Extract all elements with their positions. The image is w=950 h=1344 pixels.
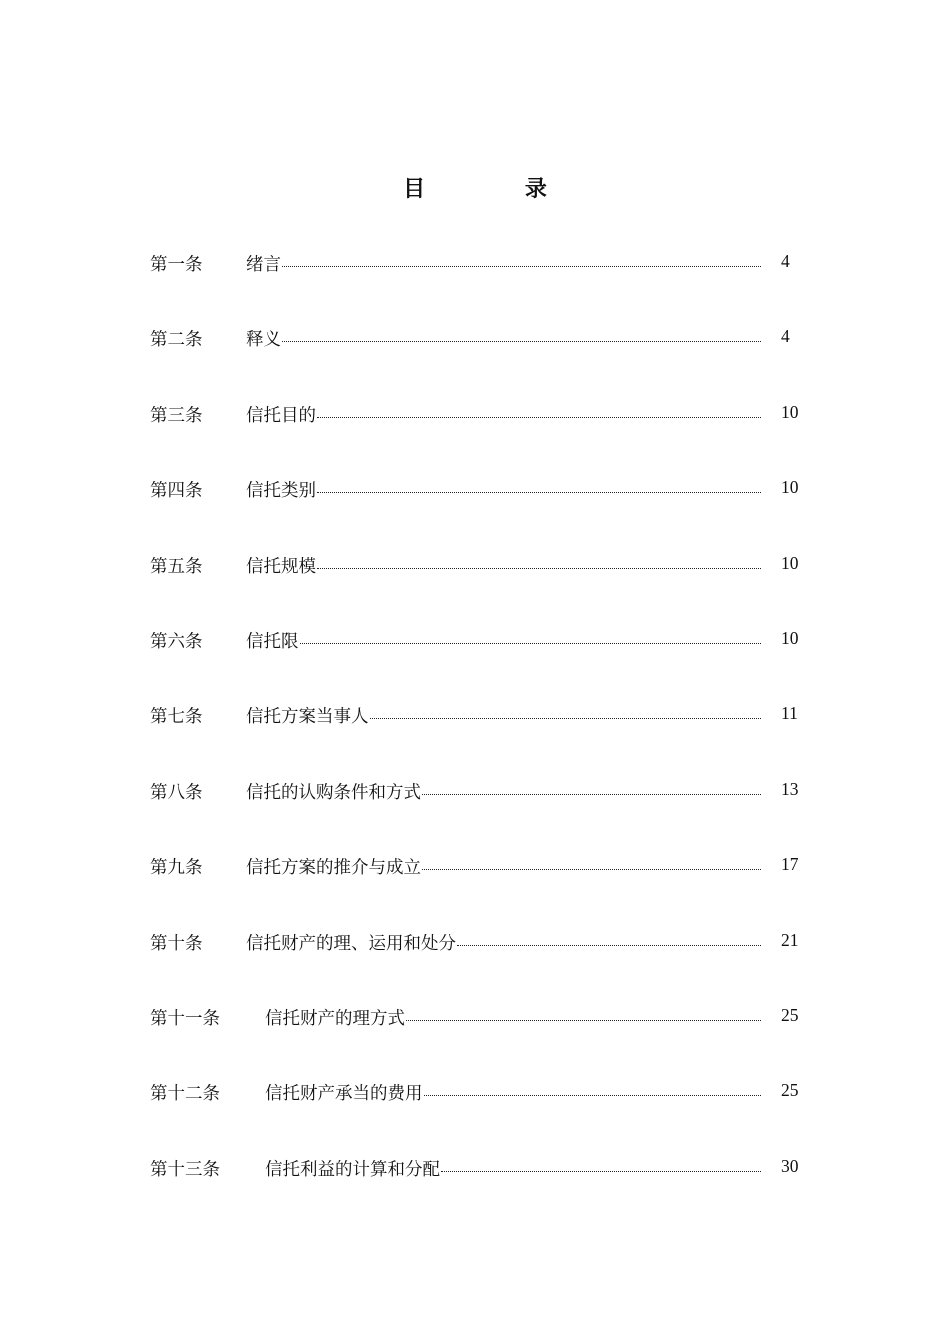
toc-entry-number: 第二条	[150, 330, 203, 351]
toc-entry-page: 30	[781, 1155, 799, 1176]
toc-entry[interactable]	[150, 699, 810, 774]
toc-entry[interactable]	[150, 473, 810, 548]
toc-entry-title: 信托目的	[246, 405, 316, 426]
toc-entry-number: 第三条	[150, 405, 203, 426]
toc-entry-page: 13	[781, 778, 799, 799]
toc-entry-page: 10	[781, 477, 799, 498]
toc-entry-title: 释义	[246, 330, 281, 351]
dot-leader	[441, 1171, 761, 1172]
toc-entry[interactable]	[150, 624, 810, 699]
toc-entry-number: 第八条	[150, 782, 203, 803]
toc-entry[interactable]	[150, 850, 810, 925]
toc-entry-page: 25	[781, 1004, 799, 1025]
toc-entry-title: 信托财产的理、运用和处分	[246, 933, 456, 954]
toc-entry-number: 第四条	[150, 481, 203, 502]
toc-entry-page: 11	[781, 703, 798, 724]
toc-entry[interactable]	[150, 775, 810, 850]
toc-entry-title: 信托财产的理方式	[265, 1008, 405, 1029]
toc-entry-page: 10	[781, 552, 799, 573]
dot-leader	[317, 568, 761, 569]
dot-leader	[317, 492, 761, 493]
dot-leader	[282, 266, 761, 267]
toc-entry-page: 21	[781, 929, 799, 950]
toc-entry-title: 绪言	[246, 255, 281, 275]
dot-leader	[457, 945, 761, 946]
table-of-contents	[150, 247, 810, 1227]
toc-entry-number: 第十一条	[150, 1008, 220, 1029]
toc-entry[interactable]	[150, 926, 810, 1001]
toc-entry-page: 17	[781, 854, 799, 875]
toc-entry[interactable]	[150, 398, 810, 473]
toc-entry-number: 第十二条	[150, 1084, 220, 1105]
toc-entry-number: 第七条	[150, 707, 203, 728]
toc-entry[interactable]	[150, 1152, 810, 1227]
toc-entry-number: 第十条	[150, 933, 203, 954]
dot-leader	[317, 417, 761, 418]
toc-entry-number: 第五条	[150, 556, 203, 577]
toc-entry-title: 信托财产承当的费用	[265, 1084, 423, 1105]
toc-entry-title: 信托类别	[246, 481, 316, 502]
toc-entry-page: 4	[781, 251, 790, 271]
toc-entry-page: 25	[781, 1080, 799, 1101]
dot-leader	[370, 718, 762, 719]
dot-leader	[422, 869, 761, 870]
toc-entry[interactable]	[150, 247, 810, 322]
dot-leader	[300, 643, 762, 644]
toc-entry-number: 第十三条	[150, 1159, 220, 1180]
toc-entry[interactable]	[150, 1001, 810, 1076]
toc-entry-title: 信托限	[246, 631, 299, 652]
dot-leader	[424, 1095, 762, 1096]
toc-entry[interactable]	[150, 1076, 810, 1151]
page-title: 目 录	[403, 177, 593, 202]
toc-entry[interactable]	[150, 322, 810, 397]
toc-entry-number: 第一条	[150, 255, 203, 275]
toc-entry-title: 信托的认购条件和方式	[246, 782, 421, 803]
toc-entry-title: 信托利益的计算和分配	[265, 1159, 440, 1180]
toc-entry-number: 第六条	[150, 631, 203, 652]
toc-entry-title: 信托方案的推介与成立	[246, 858, 421, 879]
toc-entry-number: 第九条	[150, 858, 203, 879]
toc-entry-page: 10	[781, 401, 799, 422]
dot-leader	[406, 1020, 761, 1021]
toc-entry-page: 4	[781, 326, 790, 347]
toc-entry-title: 信托方案当事人	[246, 707, 369, 728]
toc-entry-page: 10	[781, 627, 799, 648]
dot-leader	[282, 341, 761, 342]
dot-leader	[422, 794, 761, 795]
toc-entry[interactable]	[150, 549, 810, 624]
toc-entry-title: 信托规模	[246, 556, 316, 577]
